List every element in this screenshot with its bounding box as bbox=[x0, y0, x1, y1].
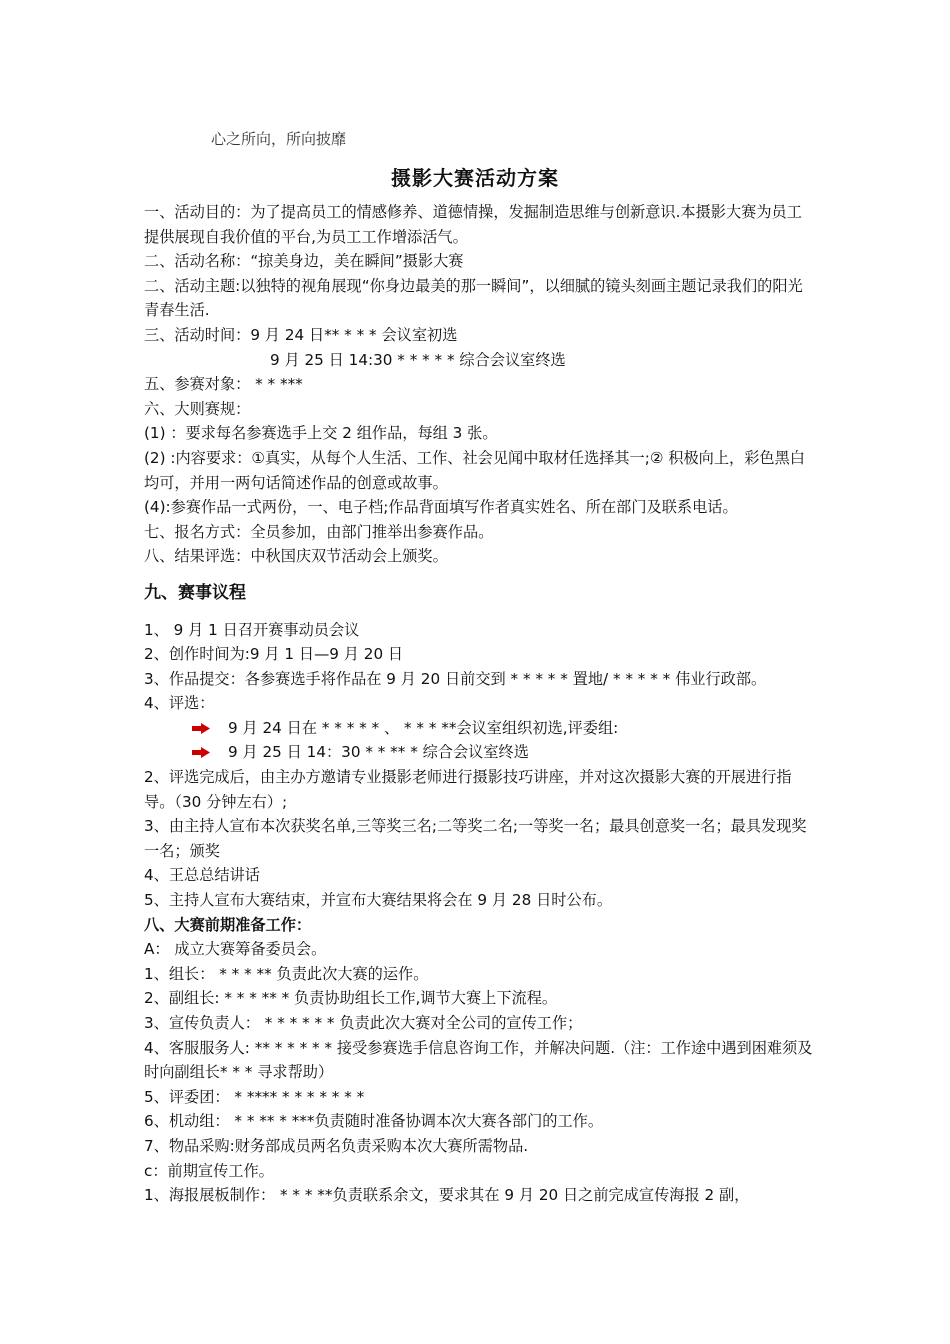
paragraph-participants: 五、参赛对象： * * *** bbox=[144, 375, 303, 394]
prep-item-7: 7、物品采购:财务部成员两名负责采购本次大赛所需物品. bbox=[144, 1136, 529, 1155]
agenda-item-5: 2、评选完成后，由主办方邀请专业摄影老师进行摄影技巧讲座，并对这次摄影大赛的开展进行指导。（30 分钟左右）; bbox=[144, 768, 792, 811]
document-body bbox=[144, 200, 814, 1208]
agenda-item-8: 5、主持人宣布大赛结束，并宣布大赛结果将会在 9 月 28 日时公布。 bbox=[144, 891, 613, 910]
prep-item-a: A： 成立大赛筹备委员会。 bbox=[144, 940, 327, 959]
prep-item-c: c：前期宣传工作。 bbox=[144, 1161, 274, 1180]
paragraph-rule-2: (2) :内容要求：①真实，从每个人生活、工作、社会见闻中取材任选择其一;② 积极向上，彩色黑白均可，并用一两句话简述作品的创意或故事。 bbox=[144, 448, 805, 492]
paragraph-name: 二、活动名称：“掠美身边，美在瞬间”摄影大赛 bbox=[144, 252, 464, 271]
paragraph-purpose: 一、活动目的：为了提高员工的情感修养、道德情操，发掘制造思维与创新意识.本摄影大赛为员工提供展现自我价值的平台,为员工工作增添活气。 bbox=[144, 203, 802, 246]
paragraph-results: 八、结果评选：中秋国庆双节活动会上颁奖。 bbox=[144, 547, 448, 566]
paragraph-rules-heading: 六、大则赛规： bbox=[144, 399, 251, 418]
paragraph-rule-1: (1) ：要求每名参赛选手上交 2 组作品，每组 3 张。 bbox=[144, 424, 498, 443]
paragraph-theme: 二、活动主题:以独特的视角展现“你身边最美的那一瞬间”，以细腻的镜头刻画主题记录我们的阳光青春生活. bbox=[144, 276, 803, 320]
paragraph-rule-4: (4):参赛作品一式两份，一、电子档;作品背面填写作者真实姓名、所在部门及联系电话。 bbox=[144, 498, 738, 517]
agenda-item-3: 3、作品提交：各参赛选手将作品在 9 月 20 日前交到 * * * * * 置地/ * * * * * 伟业行政部。 bbox=[144, 669, 767, 688]
prep-item-5: 5、评委团： * **** * * * * * * * bbox=[144, 1087, 365, 1106]
agenda-item-1: 1、 9 月 1 日召开赛事动员会议 bbox=[144, 620, 360, 639]
document-title: 摄影大赛活动方案 bbox=[391, 166, 559, 190]
agenda-bullet-2 bbox=[144, 740, 814, 765]
agenda-bullet-text: 9 月 24 日在 * * * * * 、 * * * **会议室组织初选,评委组: bbox=[228, 718, 619, 737]
right-arrow-icon bbox=[192, 747, 210, 758]
paragraph-registration: 七、报名方式：全员参加，由部门推举出参赛作品。 bbox=[144, 522, 494, 541]
prep-item-2: 2、副组长: * * * ** * 负责协助组长工作,调节大赛上下流程。 bbox=[144, 989, 558, 1008]
header-motto: 心之所向，所向披靡 bbox=[211, 130, 347, 148]
agenda-item-7: 4、王总总结讲话 bbox=[144, 866, 260, 885]
section-heading-preparation: 八、大赛前期准备工作： bbox=[144, 915, 312, 934]
agenda-item-4: 4、评选： bbox=[144, 694, 215, 713]
prep-item-6: 6、机动组： * * ** * ***负责随时准备协调本次大赛各部门的工作。 bbox=[144, 1112, 604, 1131]
prep-item-4: 4、客服服务人: ** * * * * * 接受参赛选手信息咨询工作，并解决问题.（注：工作途中遇到困难须及时向副组长* * * 寻求帮助） bbox=[144, 1038, 813, 1082]
paragraph-time-final: 9 月 25 日 14:30 * * * * * 综合会议室终选 bbox=[270, 350, 566, 369]
paragraph-time: 三、活动时间：9 月 24 日** * * * 会议室初选 bbox=[144, 325, 458, 344]
agenda-bullet-1 bbox=[144, 716, 814, 741]
prep-item-1: 1、组长： * * * ** 负责此次大赛的运作。 bbox=[144, 964, 429, 983]
right-arrow-icon bbox=[192, 723, 210, 734]
prep-item-3: 3、宣传负责人： * * * * * * 负责此次大赛对全公司的宣传工作； bbox=[144, 1014, 583, 1032]
agenda-bullet-text: 9 月 25 日 14：30 * * ** * 综合会议室终选 bbox=[228, 743, 529, 762]
prep-item-poster: 1、海报展板制作： * * * **负责联系余文，要求其在 9 月 20 日之前完成宣传海报 2 副， bbox=[144, 1186, 750, 1205]
section-heading-agenda: 九、赛事议程 bbox=[144, 582, 246, 603]
agenda-item-6: 3、由主持人宣布本次获奖名单,三等奖三名;二等奖二名;一等奖一名；最具创意奖一名；最具发现奖一名；颁奖 bbox=[144, 817, 807, 860]
agenda-item-2: 2、创作时间为:9 月 1 日—9 月 20 日 bbox=[144, 645, 404, 664]
